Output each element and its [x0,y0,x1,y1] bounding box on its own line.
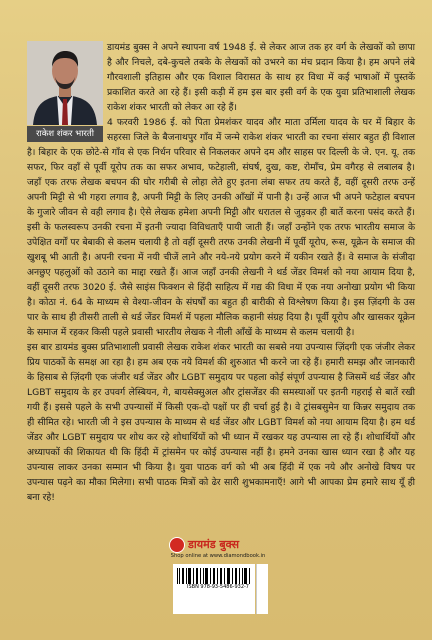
paragraph-2: 4 फरवरी 1986 ई. को पिता प्रेमशंकर यादव और माता उर्मिला यादव के घर में बिहार के सहरसा जिले के बैजनाथपुर गाँव में जन्मे राकेश शंकर भारती का रचना संसार बहुत ही विशाल है। बिहार के एक छोटे-से गाँव से एक निर्धन परिवार से निकलकर अपने दम और साहस पर दिल्ली के जे. एन. यू. तक सफर, फिर वहाँ से पूर्वी यूरोप तक का सफर अभाव, फटेहाली, संघर्ष, दुख, कष्ट, रोमाँच, प्रेम वगैरह से लबालब है। जहाँ एक तरफ लेखक बचपन की घोर गरीबी से लोहा लेते हुए इतना लंबा सफर तय करते हैं, वहीं दूसरी तरफ उन्हें अपनी मिट्टी से भी गहरा लगाव है, अपनी मिट्टी के लिए उनकी आँखों में पानी है। उन्हें आज भी अपने फटेहाल बचपन के गुजारे जीवन से वही लगाव है। ऐसे लेखक हमेशा अपनी मिट्टी और धरातल से जुड़कर ही बातें करना पसंद करते हैं। इसी के फलस्वरूप उनकी रचना में इतनी ज्यादा विविधताएँ पायी जाती हैं। जहाँ उन्होंने एक तरफ भारतीय समाज के उपेक्षित वर्गों पर बेबाकी से कलम चलायी है तो वहीं दूसरी तरफ उनकी लेखनी में पूर्वी यूरोप, रूस, यूक्रेन के समाज की खुशबू भी आती है। अपनी रचना में नयी चीजें लाने और नये-नये प्रयोग करने में यकीन रखते हैं। वे समाज के संजीदा अनछुए पहलुओं को उठाने का माद्दा रखते हैं। आज जहाँ उनकी लेखनी ने थर्ड जेंडर विमर्श को नया आयाम दिया है, वहीं दूसरी तरफ 3020 ई. जैसे साइंस फिक्शन से हिंदी साहित्य में गद्य की विधा में एक नया अनोखा प्रयोग भी किया है। कोठा नं. 64 के माध्यम से वेश्या-जीवन के संघर्षों का बहुत ही बारीकी से विश्लेषण किया है। इस ज़िंदगी के उस पार के साथ ही तीसरी ताली से थर्ड जेंडर विमर्श में पहला मौलिक कहानी संग्रह दिया है। पूर्वी यूरोप और खासकर यूक्रेन के समाज में रहकर किसी पहले प्रवासी भारतीय लेखक ने नीली आँखें के माध्यम से कलम चलायी है। [27,117,415,338]
price-strip [256,564,268,614]
author-portrait-image [27,41,103,125]
isbn-barcode [173,564,255,614]
publisher-name: डायमंड बुक्स [188,538,240,551]
author-photo [27,41,103,125]
publisher-imprint [169,537,267,615]
isbn-barcode-bars [177,568,251,584]
paragraph-1: डायमंड बुक्स ने अपने स्थापना वर्ष 1948 ई. से लेकर आज तक हर वर्ग के लेखकों को छापा है और निचले, दबे-कुचले तबके के लेखकों को उभरने का मंच प्रदान किया है। हम अपने लंबे गौरवशाली इतिहास और एक विशाल विरासत के साथ हर विधा में कई भाषाओं में पुस्तकें प्रकाशित करते आ रहे हैं। इसी कड़ी में हम इस बार इसी वर्ग के एक युवा प्रतिभाशाली लेखक राकेश शंकर भारती को लेकर आ रहे हैं। [107,42,415,113]
paragraph-3: इस बार डायमंड बुक्स प्रतिभाशाली प्रवासी लेखक राकेश शंकर भारती का सबसे नया उपन्यास ज़िंदगी एक जंजीर लेकर प्रिय पाठकों के समक्ष आ रहा है। हम अब एक नये विमर्श की शुरुआत भी करने जा रहे हैं। हमारी समझ और जानकारी के हिसाब से ज़िंदगी एक जंजीर थर्ड जेंडर और LGBT समुदाय पर पहला कोई संपूर्ण उपन्यास है जिसमें थर्ड जेंडर और LGBT समुदाय के हर उपवर्ग लेस्बियन, गे, बायसेक्सुअल और ट्रांसजेंडर की समस्याओं पर इतनी गहराई से बातें रखी गयी हैं। इससे पहले के सभी उपन्यासों में किसी एक-दो पक्षों पर ही चर्चा हुई है। वे ट्रांसबसुमेन या किन्नर समुदाय तक ही सीमित रहे। भारती जी ने इस उपन्यास के माध्यम से थर्ड जेंडर और LGBT विमर्श को नया आयाम दिया है। हम थर्ड जेंडर और LGBT समुदाय पर शोध कर रहे शोधार्थियों को भी ध्यान में रखकर यह उपन्यास ला रहे हैं। शोधार्थियों और अध्यापकों की शिकायत थी कि हिंदी में ट्रांसमेन पर कोई उपन्यास नहीं है। हमने उनका खास ध्यान रखा है और यह उपन्यास लाकर उनका सम्मान भी किया है। युवा पाठक वर्ग को भी अब हिंदी में एक नये और अनोखे विषय पर उपन्यास पढ़ने का मौका मिलेगा। सभी पाठक मित्रों को ढेर सारी शुभकामनाएँ! आगे भी आपका प्रेम हमारे साथ यूँ ही बना रहे! [27,342,415,503]
shop-online-text: Shop online at www.diamondbook.in [170,553,266,559]
diamond-logo-icon [169,537,185,553]
isbn-number: ISBN 978-93-5486-932-7 [187,584,249,590]
publisher-brand [169,537,267,553]
author-caption: राकेश शंकर भारती [27,126,103,142]
